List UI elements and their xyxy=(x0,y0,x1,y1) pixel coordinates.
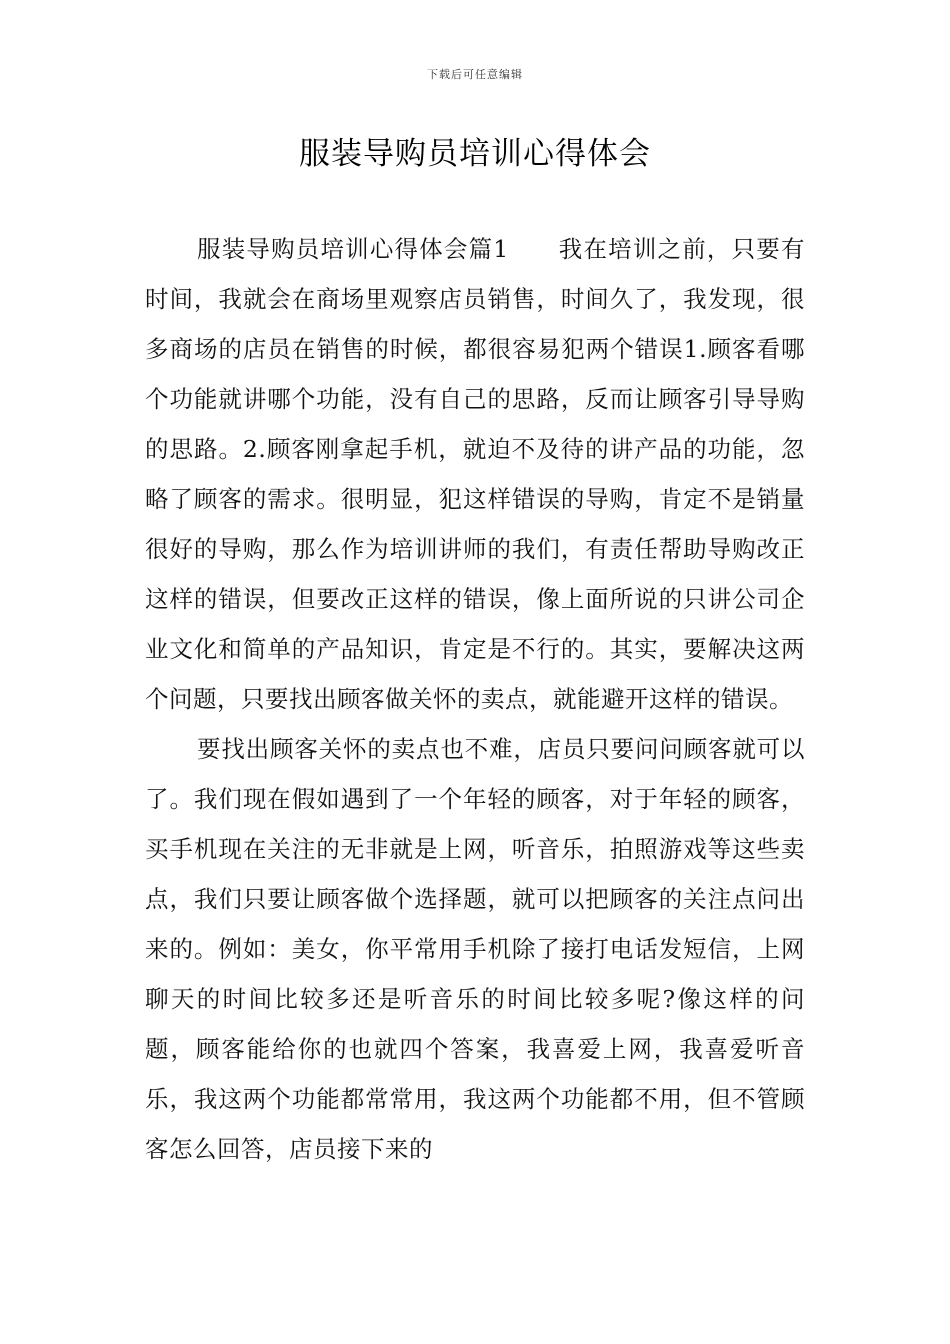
body-paragraph-2: 要找出顾客关怀的卖点也不难，店员只要问问顾客就可以了。我们现在假如遇到了一个年轻的顾客，对于年轻的顾客，买手机现在关注的无非就是上网，听音乐，拍照游戏等这些卖点，我们只要让顾客做个选择题，就可以把顾客的关注点问出来的。例如：美女，你平常用手机除了接打电话发短信，上网聊天的时间比较多还是听音乐的时间比较多呢?像这样的问题，顾客能给你的也就四个答案，我喜爱上网，我喜爱听音乐，我这两个功能都常常用，我这两个功能都不用，但不管顾客怎么回答，店员接下来的 xyxy=(145,735,805,1163)
document-title: 服装导购员培训心得体会 xyxy=(299,136,651,172)
header-note: 下载后可任意编辑 xyxy=(427,68,523,81)
body-paragraph-1: 服装导购员培训心得体会篇1 我在培训之前，只要有时间，我就会在商场里观察店员销售，时间久了，我发现，很多商场的店员在销售的时候，都很容易犯两个错误1.顾客看哪个功能就讲哪个功能，没有自己的思路，反而让顾客引导导购的思路。2.顾客刚拿起手机，就迫不及待的讲产品的功能，忽略了顾客的需求。很明显，犯这样错误的导购，肯定不是销量很好的导购，那么作为培训讲师的我们，有责任帮助导购改正这样的错误，但要改正这样的错误，像上面所说的只讲公司企业文化和简单的产品知识，肯定是不行的。其实，要解决这两个问题，只要找出顾客做关怀的卖点，就能避开这样的错误。 xyxy=(145,235,805,713)
document-body xyxy=(145,224,805,1174)
